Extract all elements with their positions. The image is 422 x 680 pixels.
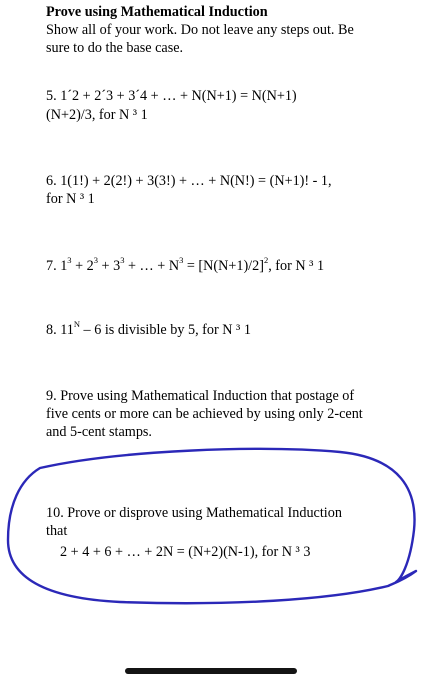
- problem-6-line-2: for N ³ 1: [46, 191, 95, 207]
- page-title: Prove using Mathematical Induction: [46, 4, 268, 20]
- instructions-line-1: Show all of your work. Do not leave any steps out. Be: [46, 22, 354, 38]
- instructions-line-2: sure to do the base case.: [46, 40, 184, 56]
- problem-10-line-3: 2 + 4 + 6 + … + 2N = (N+2)(N-1), for N ³ 3: [60, 544, 311, 560]
- problem-8: 8. $11^N - 6$ is divisible by 5, for N ³ 1: [46, 319, 251, 338]
- problem-9-line-3: and 5-cent stamps.: [46, 424, 152, 440]
- problem-6-line-1: 6. 1(1!) + 2(2!) + 3(3!) + … + N(N!) = (N+1)! - 1,: [46, 173, 332, 189]
- problem-9-line-2: five cents or more can be achieved by using only 2-cent: [46, 406, 363, 422]
- home-indicator-bar[interactable]: [125, 668, 297, 674]
- problem-7: 7. $1^3 + 2^3 + 3^3$ + … + $N^3 = [N(N+1)/2]^2$, for N ³ 1: [46, 255, 325, 274]
- problem-10-line-2: that: [46, 523, 68, 539]
- problem-9-line-1: 9. Prove using Mathematical Induction that postage of: [46, 388, 355, 404]
- problem-10-line-1: 10. Prove or disprove using Mathematical Induction: [46, 505, 342, 521]
- problem-5-line-1: 5. 1´2 + 2´3 + 3´4 + … + N(N+1) = N(N+1): [46, 88, 297, 104]
- problem-5-line-2: (N+2)/3, for N ³ 1: [46, 107, 148, 123]
